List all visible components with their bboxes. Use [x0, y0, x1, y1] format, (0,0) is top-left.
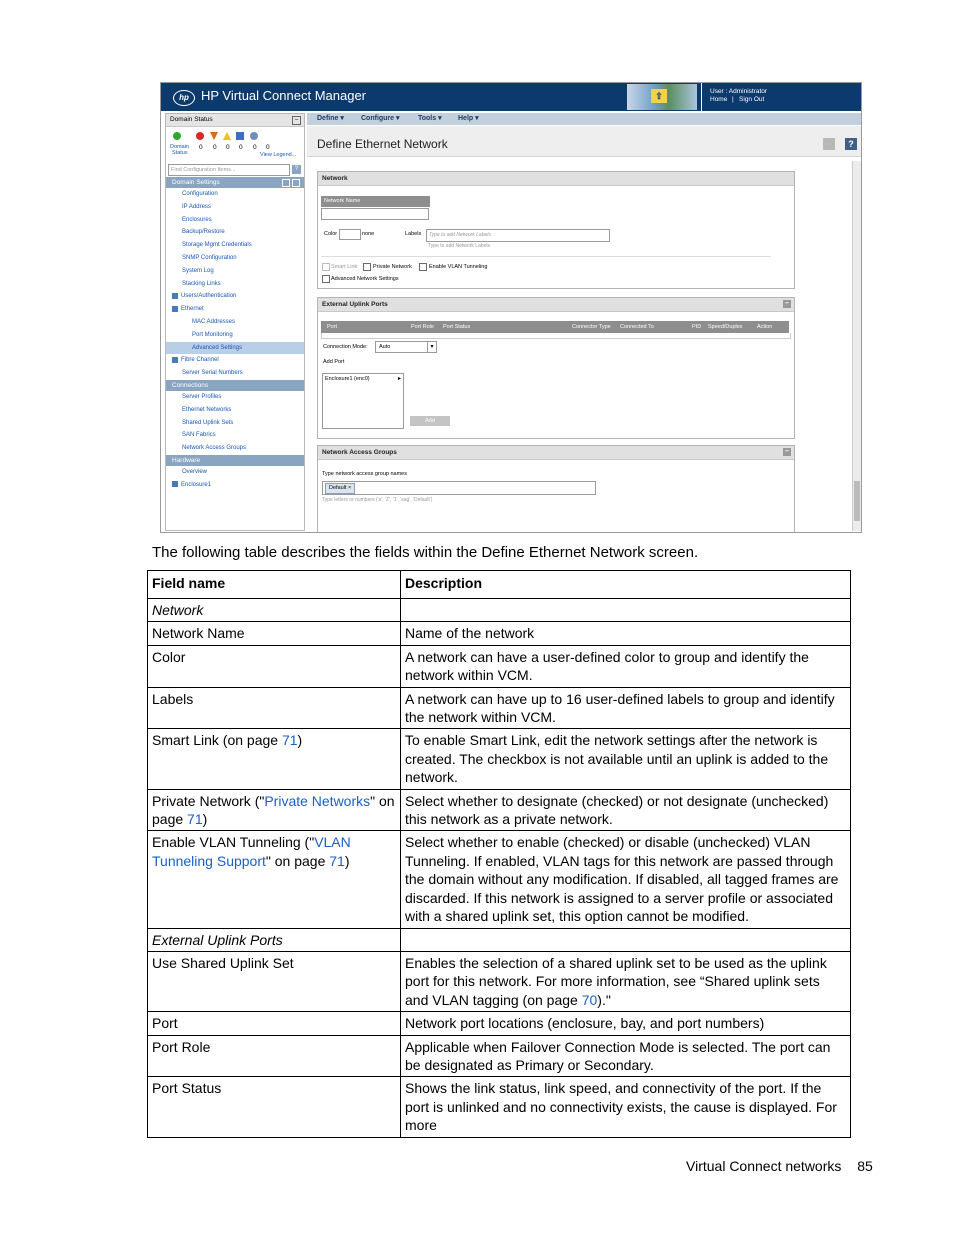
- table-row: [148, 1077, 851, 1137]
- table-row: [148, 951, 851, 1011]
- nag-title: Network Access Groups: [322, 449, 397, 456]
- connection-mode-label: Connection Mode:: [323, 344, 368, 350]
- connection-mode-select[interactable]: [375, 341, 437, 353]
- table-row: [148, 831, 851, 928]
- user-label: User : Administrator: [710, 88, 768, 95]
- menu-bar: [307, 113, 861, 125]
- menu-tools[interactable]: Tools ▾: [418, 115, 442, 122]
- footer-section: Virtual Connect networks: [686, 1158, 842, 1174]
- row-field: Network Name: [148, 622, 401, 645]
- page-title: Define Ethernet Network: [317, 137, 448, 151]
- advanced-settings-label: Advanced Network Settings: [331, 276, 399, 282]
- add-port-label: Add Port: [323, 359, 345, 365]
- page-link[interactable]: 70: [581, 991, 598, 1008]
- row-description: Select whether to designate (checked) or not designate (unchecked) this network as a private network.: [401, 789, 851, 831]
- nav-storage-credentials[interactable]: Storage Mgmt Credentials: [182, 242, 252, 249]
- nav-enclosure1[interactable]: [166, 479, 304, 492]
- sign-out-link[interactable]: Sign Out: [739, 96, 765, 103]
- row-description: [401, 951, 851, 1011]
- row-field: Labels: [148, 687, 401, 729]
- uplink-ports-title: External Uplink Ports: [322, 301, 388, 308]
- menu-define[interactable]: Define ▾: [317, 115, 344, 122]
- nav-snmp[interactable]: SNMP Configuration: [182, 254, 237, 261]
- port-list[interactable]: [322, 373, 404, 429]
- collapse-icon[interactable]: –: [783, 448, 791, 456]
- uplink-ports-box: [317, 297, 795, 439]
- nag-header: [318, 446, 794, 460]
- port-list-item[interactable]: Enclosure1 (enc0): [325, 376, 370, 382]
- vcm-screenshot: [160, 82, 862, 533]
- labels-input[interactable]: Type to add Network Labels: [426, 229, 610, 242]
- help-icon[interactable]: ?: [845, 138, 857, 150]
- domain-status-area: [166, 127, 304, 163]
- private-network-checkbox[interactable]: [363, 263, 371, 271]
- nav-mac-addresses[interactable]: MAC Addresses: [192, 318, 236, 325]
- row-field: Port: [148, 1012, 401, 1035]
- color-value: none: [362, 231, 375, 237]
- chevron-down-icon[interactable]: ▾: [427, 342, 436, 352]
- header-description: Description: [401, 571, 851, 599]
- content-scrollbar[interactable]: [852, 161, 861, 531]
- smart-link-checkbox[interactable]: [322, 263, 330, 271]
- table-row: [148, 928, 851, 951]
- nav-port-monitoring[interactable]: Port Monitoring: [192, 331, 233, 338]
- count-minor: 0: [226, 144, 230, 151]
- major-status-icon: [210, 132, 218, 140]
- uplink-ports-header: [318, 298, 794, 312]
- menu-help[interactable]: Help ▾: [458, 115, 479, 122]
- domain-settings-list: [166, 188, 304, 290]
- table-row: [148, 622, 851, 645]
- color-label: Color: [324, 231, 338, 237]
- network-box-title: Network: [318, 172, 794, 186]
- nav-fibre-channel-label: Fibre Channel: [181, 357, 219, 364]
- vlan-tunneling-checkbox[interactable]: [419, 263, 427, 271]
- app-title: HP Virtual Connect Manager: [201, 88, 367, 103]
- page-link[interactable]: 71: [187, 811, 203, 828]
- table-header-row: [148, 571, 851, 599]
- row-field: Use Shared Uplink Set: [148, 951, 401, 1011]
- col-speed-duplex: Speed/Duplex: [708, 324, 743, 330]
- col-connected-to: Connected To: [620, 324, 654, 330]
- collapse-all-icon[interactable]: [292, 179, 300, 187]
- section-domain-settings-label: Domain Settings: [172, 179, 220, 186]
- col-port-status: Port Status: [443, 324, 471, 330]
- field-text: ): [344, 852, 350, 869]
- row-description: To enable Smart Link, edit the network settings after the network is created. The checkbox is not available until an uplink is added to the network.: [401, 729, 851, 789]
- nav-ethernet-networks[interactable]: Ethernet Networks: [182, 406, 232, 413]
- row-field: Network: [148, 599, 401, 622]
- nag-hint: Type letters or numbers ('a', 'Z', '1', 'sag', 'Default'): [322, 497, 433, 503]
- row-description: Shows the link status, link speed, and connectivity of the port. If the port is unlinked and no connectivity exists, the cause is displayed. For more: [401, 1077, 851, 1137]
- field-text: " on page: [265, 852, 330, 869]
- unknown-status-icon: [250, 132, 258, 140]
- col-port: Port: [327, 324, 338, 330]
- user-box: [701, 83, 862, 111]
- nav-users-auth[interactable]: [166, 290, 304, 303]
- hp-logo: hp: [173, 90, 195, 106]
- nav-system-log[interactable]: System Log: [182, 267, 214, 274]
- expand-icon[interactable]: [172, 357, 178, 363]
- nav-fibre-channel[interactable]: [166, 354, 304, 367]
- description-text: ).": [597, 991, 611, 1008]
- app-header: [161, 83, 861, 111]
- network-box: [317, 171, 795, 289]
- field-text: ): [297, 732, 303, 749]
- row-field: Port Role: [148, 1035, 401, 1077]
- expand-icon[interactable]: [172, 481, 178, 487]
- nav-ethernet[interactable]: [166, 303, 304, 316]
- warning-status-icon: [223, 132, 231, 140]
- row-field: External Uplink Ports: [148, 928, 401, 951]
- nav-configuration[interactable]: Configuration: [182, 191, 218, 197]
- collapse-icon[interactable]: [172, 306, 178, 312]
- home-link[interactable]: Home: [710, 96, 728, 103]
- row-description: [401, 599, 851, 622]
- row-description: A network can have a user-defined color to group and identify the network within VCM.: [401, 645, 851, 687]
- field-text: ): [202, 811, 208, 828]
- separator: |: [732, 96, 734, 103]
- nav-server-profiles[interactable]: Server Profiles: [182, 393, 222, 400]
- find-config-input[interactable]: Find Configuration Items...: [168, 164, 290, 176]
- advanced-settings-checkbox[interactable]: [322, 275, 330, 283]
- private-networks-link[interactable]: Private Networks: [264, 792, 371, 809]
- expand-icon[interactable]: [172, 293, 178, 299]
- nag-type-label: Type network access group names: [322, 471, 407, 477]
- add-port-button[interactable]: Add: [410, 416, 450, 426]
- row-description: Name of the network: [401, 622, 851, 645]
- private-network-label: Private Network: [373, 264, 412, 270]
- nav-enclosures[interactable]: Enclosures: [182, 216, 212, 223]
- info-status-icon: [236, 132, 244, 140]
- ok-status-icon: [173, 132, 181, 140]
- table-row: [148, 729, 851, 789]
- row-field: [148, 729, 401, 789]
- count-info: 0: [253, 144, 257, 151]
- nag-tag-default[interactable]: Default ×: [325, 483, 355, 494]
- section-hardware[interactable]: Hardware: [166, 455, 304, 466]
- nav-server-serial[interactable]: Server Serial Numbers: [182, 370, 243, 377]
- nav-san-fabrics[interactable]: SAN Fabrics: [182, 432, 216, 439]
- row-description: [401, 928, 851, 951]
- nav-enclosure1-label: Enclosure1: [181, 481, 212, 488]
- vlan-tunneling-link[interactable]: VLAN Tunneling Support: [152, 834, 351, 869]
- row-description: Applicable when Failover Connection Mode is selected. The port can be designated as Primary or Secondary.: [401, 1035, 851, 1077]
- table-row: [148, 599, 851, 622]
- fields-table: [147, 570, 851, 1138]
- network-name-input[interactable]: [321, 208, 429, 220]
- count-warning: 0: [239, 144, 243, 151]
- row-field: [148, 789, 401, 831]
- banner-icon: ⇧: [651, 89, 667, 103]
- row-field: Port Status: [148, 1077, 401, 1137]
- color-picker[interactable]: [339, 229, 361, 240]
- table-row: [148, 1012, 851, 1035]
- menu-configure[interactable]: Configure ▾: [361, 115, 400, 122]
- connections-list: [166, 391, 304, 455]
- col-connector-type: Connector Type: [572, 324, 611, 330]
- nav-ip-address[interactable]: IP Address: [182, 203, 211, 210]
- scrollbar-thumb[interactable]: [854, 481, 860, 521]
- uplink-table-header: [321, 321, 789, 333]
- field-text: Smart Link (on page: [152, 732, 282, 749]
- description-text: Enables the selection of a shared uplink set to be used as the uplink port for this network. For more information, see “Shared uplink sets and VLAN tagging (on page: [405, 954, 827, 1008]
- left-panel: [165, 113, 305, 531]
- collapse-icon[interactable]: –: [783, 300, 791, 308]
- col-action: Action: [757, 324, 773, 330]
- field-text: Enable VLAN Tunneling (": [152, 834, 315, 851]
- table-row: [148, 1035, 851, 1077]
- row-description: Network port locations (enclosure, bay, and port numbers): [401, 1012, 851, 1035]
- table-row: [148, 645, 851, 687]
- network-name-header: Network Name: [321, 196, 430, 207]
- intro-text: The following table describes the fields within the Define Ethernet Network screen.: [152, 544, 699, 561]
- connection-mode-value: Auto: [379, 344, 391, 350]
- labels-hint: Type to add Network Labels: [428, 243, 490, 249]
- row-description: A network can have up to 16 user-defined labels to group and identify the network within VCM.: [401, 687, 851, 729]
- page-number: 85: [857, 1158, 873, 1174]
- page-link[interactable]: 71: [329, 852, 345, 869]
- col-pid: PID: [692, 324, 702, 330]
- status-label[interactable]: Status: [172, 150, 188, 156]
- nav-users-auth-label: Users/Authentication: [181, 293, 237, 300]
- header-field-name: Field name: [148, 571, 401, 599]
- find-row: [166, 163, 304, 177]
- field-text: Private Network (": [152, 792, 265, 809]
- labels-label: Labels: [405, 231, 422, 237]
- nav-network-access-groups[interactable]: Network Access Groups: [182, 445, 247, 452]
- field-text: " on page: [152, 792, 395, 828]
- print-icon[interactable]: [823, 138, 835, 150]
- table-row: [148, 687, 851, 729]
- count-major: 0: [213, 144, 217, 151]
- domain-status-header: [166, 114, 304, 127]
- divider: [321, 256, 771, 257]
- smart-link-label: Smart Link: [331, 264, 358, 270]
- page-link[interactable]: 71: [281, 732, 298, 749]
- section-connections[interactable]: Connections: [166, 380, 304, 391]
- nag-input[interactable]: [322, 481, 596, 495]
- count-unknown: 0: [266, 144, 270, 151]
- nav-shared-uplink-sets[interactable]: Shared Uplink Sets: [182, 419, 234, 426]
- collapse-icon[interactable]: –: [292, 116, 301, 125]
- page-footer: [686, 1158, 873, 1174]
- nav-ethernet-label: Ethernet: [181, 306, 204, 313]
- view-legend-link[interactable]: View Legend...: [260, 152, 297, 158]
- domain-status-label: Domain Status: [170, 116, 213, 123]
- critical-status-icon: [196, 132, 204, 140]
- domain-label[interactable]: Domain: [170, 144, 189, 150]
- uplink-table-body: [321, 333, 791, 339]
- help-icon[interactable]: ?: [292, 165, 301, 174]
- nav-backup-restore[interactable]: Backup/Restore: [182, 229, 225, 236]
- nav-overview[interactable]: Overview: [182, 468, 208, 475]
- table-row: [148, 789, 851, 831]
- col-port-role: Port Role: [411, 324, 434, 330]
- count-critical: 0: [199, 144, 203, 151]
- network-access-groups-box: [317, 445, 795, 533]
- nav-advanced-settings[interactable]: Advanced Settings: [166, 342, 304, 355]
- page-title-bar: [307, 126, 861, 157]
- scroll-arrow-icon[interactable]: ▸: [397, 376, 401, 382]
- row-field: [148, 831, 401, 928]
- row-description: Select whether to enable (checked) or disable (unchecked) VLAN Tunneling. If enabled, VLAN tags for this network are passed through the domain without any modification. If disabled, all tagged frames are discarded. If this network is assigned to a server profile or associated with a shared uplink set, this option cannot be modified.: [401, 831, 851, 928]
- section-domain-settings[interactable]: [166, 177, 304, 188]
- nav-stacking-links[interactable]: Stacking Links: [182, 280, 221, 287]
- row-field: Color: [148, 645, 401, 687]
- expand-all-icon[interactable]: [282, 179, 290, 187]
- vlan-tunneling-label: Enable VLAN Tunneling: [429, 264, 488, 270]
